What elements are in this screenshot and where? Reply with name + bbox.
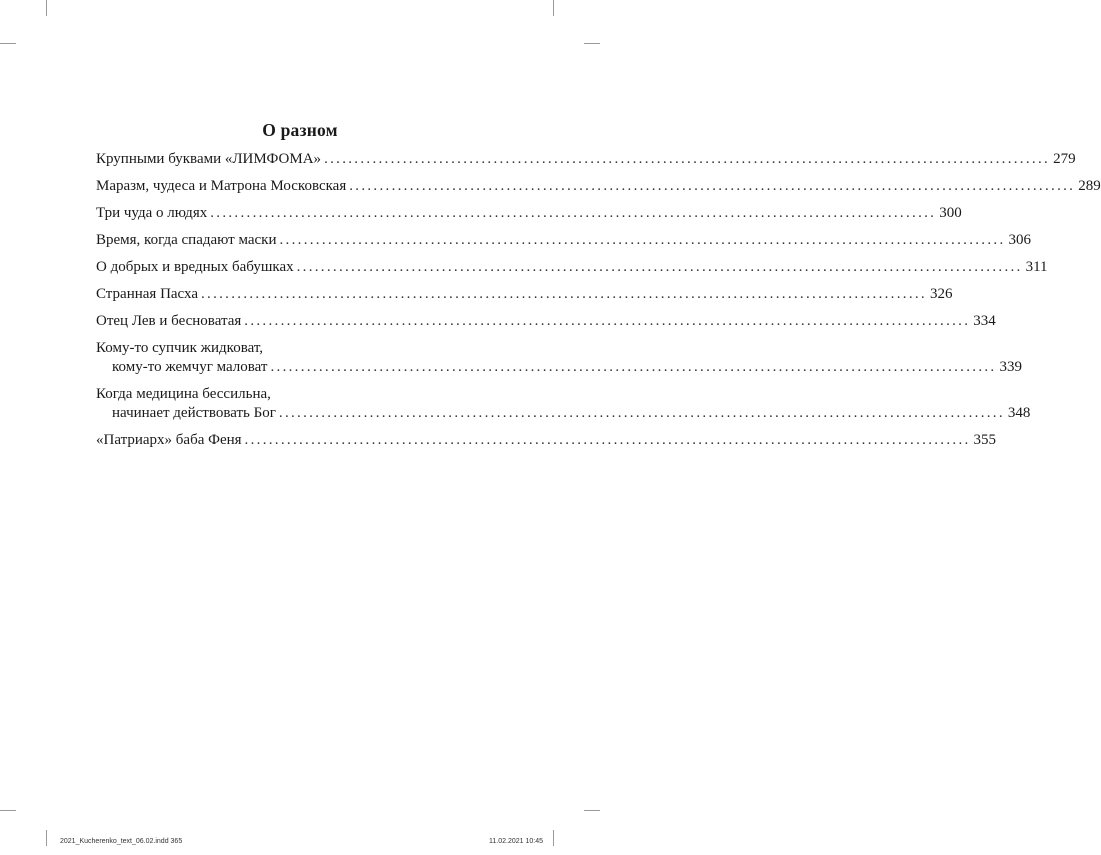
toc-entry-title: О добрых и вредных бабушках: [96, 259, 294, 275]
toc-entry-title-line1: Кому-то супчик жидковат,: [96, 340, 264, 356]
leader-dots: ........................................................................................................................: [349, 178, 1076, 194]
table-of-contents: [96, 150, 1101, 450]
toc-entry-title: Крупными буквами «ЛИМФОМА»: [96, 151, 322, 167]
leader-dots: ........................................................................................................................: [244, 313, 971, 329]
toc-entry-title: Маразм, чудеса и Матрона Московская: [96, 178, 347, 194]
crop-mark: [0, 43, 16, 44]
crop-mark: [0, 810, 16, 811]
slug-filename: 2021_Kucherenko_text_06.02.indd 365: [60, 838, 183, 845]
toc-entry-page: 306: [1008, 232, 1031, 248]
toc-entry-page: 311: [1025, 259, 1048, 275]
toc-entry-title: [96, 339, 267, 377]
crop-mark: [584, 43, 600, 44]
toc-entry[interactable]: [96, 231, 1031, 250]
toc-entry-page: 279: [1053, 151, 1076, 167]
toc-entry-page: 289: [1078, 178, 1101, 194]
leader-dots: ........................................................................................................................: [324, 151, 1051, 167]
toc-entry[interactable]: [96, 312, 996, 331]
crop-mark: [46, 0, 47, 16]
section-title: О разном: [262, 120, 338, 140]
toc-entry[interactable]: [96, 258, 1048, 277]
toc-entry[interactable]: [96, 177, 1101, 196]
toc-entry[interactable]: [96, 285, 953, 304]
toc-entry-title: [96, 385, 276, 423]
toc-entry-title-line1: Когда медицина бессильна,: [96, 386, 271, 402]
toc-entry[interactable]: [96, 204, 962, 223]
crop-mark: [553, 830, 554, 846]
toc-entry-page: 326: [929, 286, 953, 302]
leader-dots: ........................................................................................................................: [296, 259, 1023, 275]
leader-dots: ........................................................................................................................: [210, 205, 937, 221]
crop-mark: [584, 810, 600, 811]
toc-entry-title: Отец Лев и бесноватая: [96, 313, 242, 329]
toc-entry[interactable]: [96, 150, 1076, 169]
toc-entry-title: «Патриарх» баба Феня: [96, 432, 242, 448]
toc-entry[interactable]: [96, 339, 1022, 377]
leader-dots: ........................................................................................................................: [244, 432, 971, 448]
toc-entry-page: 300: [939, 205, 962, 221]
toc-entry-page: 339: [999, 359, 1022, 375]
toc-entry[interactable]: [96, 385, 1031, 423]
leader-dots: ........................................................................................................................: [278, 405, 1005, 421]
leader-dots: ........................................................................................................................: [200, 286, 927, 302]
crop-mark: [553, 0, 554, 16]
crop-mark: [46, 830, 47, 846]
toc-entry-page: 348: [1007, 405, 1031, 421]
leader-dots: ........................................................................................................................: [270, 359, 997, 375]
toc-entry-title: Время, когда спадают маски: [96, 232, 277, 248]
toc-entry-page: 334: [973, 313, 996, 329]
toc-entry[interactable]: [96, 431, 997, 450]
toc-entry-title: Три чуда о людях: [96, 205, 208, 221]
toc-entry-page: 355: [973, 432, 997, 448]
toc-entry-title: Странная Пасха: [96, 286, 198, 302]
leader-dots: ........................................................................................................................: [279, 232, 1006, 248]
slug-datetime: 11.02.2021 10:45: [489, 838, 543, 845]
toc-entry-title-line2: кому-то жемчуг маловат: [112, 359, 268, 375]
toc-entry-title-line2: начинает действовать Бог: [112, 405, 276, 421]
